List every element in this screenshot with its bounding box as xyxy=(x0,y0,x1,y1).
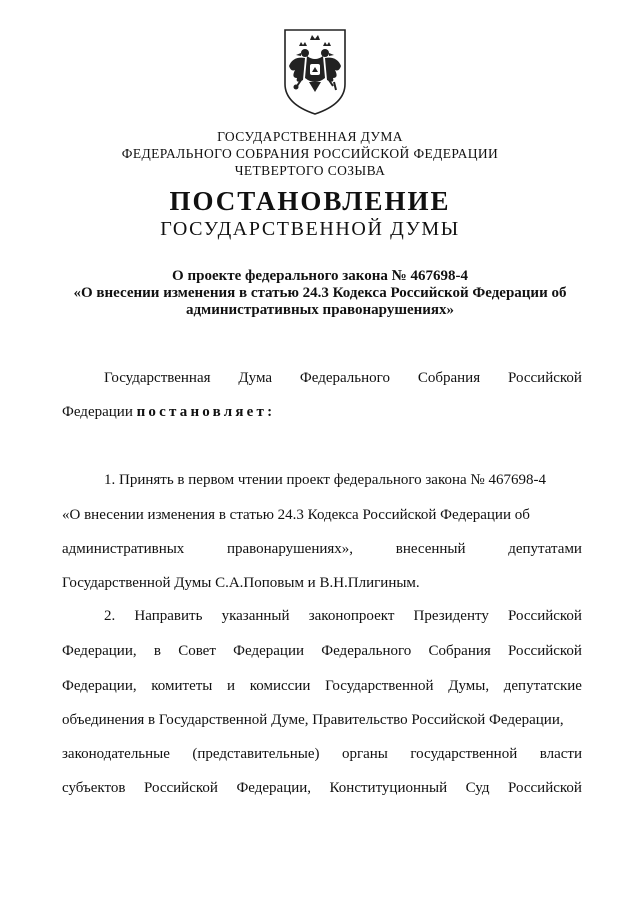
intro-line2 xyxy=(62,402,582,422)
coat-of-arms-emblem xyxy=(279,26,351,116)
p2-line4: объединения в Государственной Думе, Правительство Российской Федерации, xyxy=(62,712,564,728)
word: внесенный xyxy=(395,541,466,557)
subject-line1: О проекте федерального закона № 467698-4 xyxy=(172,268,468,284)
word: (представительные) xyxy=(192,746,320,762)
word: Суд xyxy=(465,780,490,796)
word: Направить xyxy=(134,608,203,624)
word: Российской xyxy=(508,643,582,659)
word: и xyxy=(227,678,236,694)
p2-line5 xyxy=(62,744,582,764)
word: Собрания xyxy=(428,643,491,659)
p1-line2: «О внесении изменения в статью 24.3 Кодекса Российской Федерации об xyxy=(62,507,530,523)
word: власти xyxy=(539,746,582,762)
subject-line2: «О внесении изменения в статью 24.3 Кодекса Российской Федерации об xyxy=(73,285,567,301)
issuer-name-line1: ГОСУДАРСТВЕННАЯ ДУМА xyxy=(217,129,403,144)
p1-line3 xyxy=(62,539,582,559)
word: Думы, xyxy=(448,678,490,694)
word: Собрания xyxy=(417,370,481,386)
word: субъектов xyxy=(62,780,126,796)
word: Конституционный xyxy=(329,780,448,796)
word: Российской xyxy=(508,370,582,386)
p2-line6 xyxy=(62,778,582,798)
word: Федерации, xyxy=(62,678,137,694)
word: Федерации, xyxy=(62,643,137,659)
document-subtitle: ГОСУДАРСТВЕННОЙ ДУМЫ xyxy=(160,218,460,240)
word: законодательные xyxy=(62,746,170,762)
double-headed-eagle-icon xyxy=(279,26,351,116)
word: в xyxy=(153,643,161,659)
word: Российской xyxy=(143,780,218,796)
word: Федерального xyxy=(321,643,412,659)
word: комиссии xyxy=(249,678,311,694)
word: указанный xyxy=(221,608,290,624)
word: 2. xyxy=(104,608,116,624)
word: комитеты xyxy=(151,678,213,694)
word: депутатские xyxy=(503,678,582,694)
p2-line1 xyxy=(104,606,582,626)
intro-line1 xyxy=(104,368,582,388)
word: Государственная xyxy=(104,370,211,386)
p2-line2 xyxy=(62,641,582,661)
word: Федерации xyxy=(233,643,304,659)
convocation-line: ЧЕТВЕРТОГО СОЗЫВА xyxy=(234,163,386,178)
word: Федерации, xyxy=(236,780,312,796)
word: Федерального xyxy=(299,370,390,386)
word: органы xyxy=(341,746,388,762)
word: законопроект xyxy=(308,608,395,624)
word: административных xyxy=(62,541,185,557)
word: Совет xyxy=(178,643,216,659)
p2-line3 xyxy=(62,676,582,696)
issuer-name-line2: ФЕДЕРАЛЬНОГО СОБРАНИЯ РОССИЙСКОЙ ФЕДЕРАЦИИ xyxy=(121,146,499,161)
document-title: ПОСТАНОВЛЕНИЕ xyxy=(169,186,451,216)
p1-line1: 1. Принять в первом чтении проект федерального закона № 467698-4 xyxy=(104,472,546,488)
word: правонарушениях», xyxy=(226,541,354,557)
subject-line3: административных правонарушениях» xyxy=(185,302,455,318)
p1-line4: Государственной Думы С.А.Поповым и В.Н.Плигиным. xyxy=(62,575,420,591)
word: Дума xyxy=(238,370,273,386)
word: Президенту xyxy=(413,608,489,624)
word: Российской xyxy=(508,608,582,624)
word: Российской xyxy=(508,780,582,796)
word: Государственной xyxy=(325,678,434,694)
word: депутатами xyxy=(508,541,582,557)
resolve-keyword: постановляет: xyxy=(136,404,276,420)
word: государственной xyxy=(410,746,518,762)
intro-prefix: Федерации xyxy=(62,404,133,420)
